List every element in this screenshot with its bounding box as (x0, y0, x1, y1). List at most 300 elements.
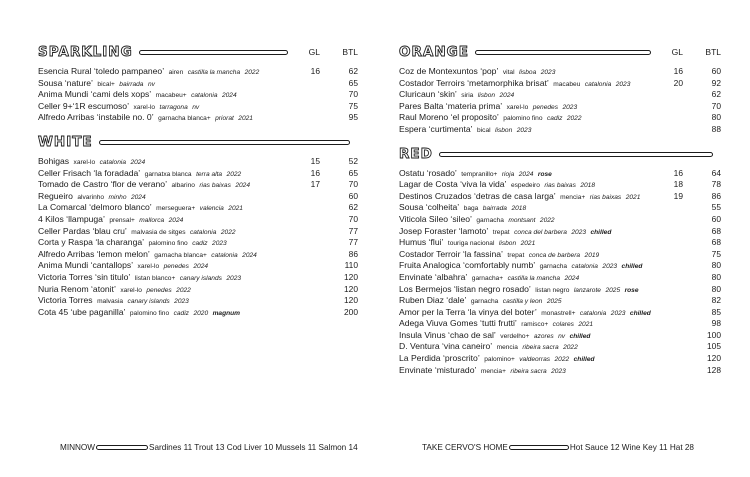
wine-grape: garnatxa blanca (144, 170, 192, 178)
wine-grape: palomino fino (503, 115, 543, 123)
wine-row (38, 258, 358, 270)
footer-minnow-label: MINNOW (60, 443, 96, 452)
wine-bottle-price: 95 (348, 112, 358, 123)
wine-bottle-price: 80 (711, 260, 721, 271)
section-header (38, 44, 358, 61)
wine-glass-price: 20 (673, 77, 683, 88)
wine-row (399, 212, 721, 224)
wine-bottle-price: 86 (348, 248, 358, 259)
wine-year: 2023 (174, 298, 189, 306)
wine-year: 2021 (625, 193, 641, 201)
wine-name: Alfredo Arribas ‘instabile no. 0’ (38, 112, 154, 123)
wine-name: Humus ‘flui’ (399, 237, 444, 248)
section-header (38, 134, 358, 151)
wine-row (399, 235, 721, 247)
wine-grape: palomino fino (148, 240, 188, 248)
wine-row (38, 87, 358, 99)
wine-name: Celler Frisach ‘la foradada’ (38, 167, 141, 178)
wine-year: 2021 (238, 115, 253, 123)
wine-grape: touriga nacional (447, 240, 495, 248)
wine-region: conca del barbera (514, 228, 567, 236)
wine-bottle-price: 120 (707, 353, 721, 364)
wine-region: valdeorras (519, 356, 551, 364)
wine-bottle-price: 62 (348, 66, 358, 76)
column-header-btl: BTL (342, 47, 358, 57)
wine-region: catalonia (99, 158, 126, 166)
wine-year: 2025 (605, 286, 621, 294)
wine-grape: malvasia (97, 298, 124, 306)
wine-row (399, 64, 721, 76)
wine-row (38, 177, 358, 189)
wine-bottle-price: 60 (348, 190, 358, 201)
wine-year: 2021 (228, 205, 243, 213)
wine-region: penedes (146, 286, 172, 294)
wine-row (38, 110, 358, 122)
wine-note: magnum (212, 309, 241, 317)
wine-row (399, 316, 721, 328)
wine-name: Regueiro (38, 190, 73, 201)
wine-grape: siria (461, 92, 474, 100)
wine-region: castilla la mancha (187, 69, 241, 76)
wine-row (38, 212, 358, 224)
wine-bottle-price: 70 (348, 179, 358, 190)
section-title: WHITE (38, 133, 93, 150)
wine-description (399, 363, 659, 378)
wine-row (38, 247, 358, 259)
wine-grape: palomino fino (129, 309, 170, 317)
wine-bottle-price: 120 (344, 271, 358, 282)
footer-take-home-text: Hot Sauce 12 Wine Key 11 Hat 28 (569, 443, 694, 452)
wine-name: Celler 9+‘1R escumoso’ (38, 100, 129, 111)
wine-year: 2023 (551, 367, 566, 375)
wine-row (399, 247, 721, 259)
column-header-gl: GL (671, 47, 683, 57)
wine-region: conca de barbera (528, 251, 581, 259)
wine-bottle-price: 60 (711, 213, 721, 224)
wine-name: Corta y Raspa ‘la charanga’ (38, 237, 145, 248)
wine-region: castilla y leon (502, 298, 543, 306)
wine-grape: garnacha blanca+ (158, 115, 211, 123)
wine-bottle-price: 128 (707, 364, 721, 375)
wine-row (38, 305, 358, 317)
wine-year: 2023 (610, 309, 626, 317)
wine-region: cadiz (546, 115, 563, 123)
section-orange (399, 44, 721, 134)
wine-bottle-price: 78 (711, 179, 721, 190)
wine-year: 2023 (540, 69, 556, 76)
wine-row (399, 305, 721, 317)
wine-year: 2024 (193, 263, 209, 271)
section-title: RED (399, 145, 433, 162)
wine-region: rias baixas (199, 182, 231, 190)
wine-grape: garnacha blanca+ (154, 251, 207, 259)
wine-bottle-price: 80 (711, 283, 721, 294)
wine-name: Raul Moreno ‘el proposito’ (399, 112, 499, 123)
wine-grape: bical+ (97, 80, 115, 88)
wine-name: Cota 45 ‘ube paganilla’ (38, 306, 126, 317)
wine-region: canary islands (179, 274, 222, 282)
wine-grape: merseguera+ (156, 205, 196, 213)
wine-name: Nuria Renom ‘atonit’ (38, 283, 116, 294)
wine-grape: xarel-lo (120, 286, 142, 294)
wine-description (399, 122, 659, 137)
wine-glass-price: 16 (310, 66, 320, 76)
wine-grape: garnacha (476, 216, 504, 224)
wine-bottle-price: 100 (707, 329, 721, 340)
wine-bottle-price: 98 (711, 318, 721, 329)
wine-grape: prensal+ (109, 216, 135, 224)
wine-year: nv (558, 332, 566, 340)
wine-year: 2022 (566, 115, 582, 123)
wine-grape: albarino (171, 182, 195, 190)
wine-region: cadiz (192, 240, 208, 248)
footer-take-home (422, 443, 694, 452)
wine-year: 2022 (244, 69, 260, 76)
wine-year: 2024 (499, 92, 515, 100)
wine-grape: trepat (507, 251, 525, 259)
wine-row (38, 99, 358, 111)
wine-year: 2024 (130, 193, 146, 201)
wine-glass-price: 16 (673, 167, 683, 178)
wine-name: La Perdida ‘proscrito’ (399, 353, 480, 364)
wine-description (38, 110, 296, 125)
wine-year: 2024 (221, 92, 237, 100)
wine-grape: listan negro (535, 286, 570, 294)
wine-region: rioja (501, 170, 515, 178)
wine-note: chilled (621, 263, 643, 271)
wine-grape: macabeu (553, 80, 581, 88)
wine-name: Costador Terroir ‘la fassina’ (399, 248, 503, 259)
wine-region: lisbon (477, 92, 496, 100)
wine-note: chilled (629, 309, 651, 317)
wine-grape: trepat (492, 228, 510, 236)
wine-name: 4 Kilos ‘llampuga’ (38, 213, 105, 224)
wine-year: 2023 (516, 126, 532, 134)
wine-grape: xarel-lo (506, 103, 529, 111)
wine-name: Insula Vinus ‘chao de sal’ (399, 329, 496, 340)
wine-year: 2022 (554, 356, 570, 364)
wine-name: Ruben Diaz ‘dale’ (399, 295, 467, 306)
wine-name: Fruita Analogica ‘comfortably numb’ (399, 260, 536, 271)
wine-grape: xarel-lo (133, 103, 156, 111)
section-rule (99, 140, 350, 145)
wine-grape: garnacha (539, 263, 568, 271)
wine-year: 2018 (580, 182, 596, 190)
wine-region: penedes (163, 263, 189, 271)
wine-row (399, 110, 721, 122)
wine-grape: garnacha (470, 298, 499, 306)
wine-name: La Comarcal ‘delmoro blanco’ (38, 202, 152, 213)
wine-bottle-price: 70 (348, 213, 358, 224)
wine-row (399, 351, 721, 363)
wine-glass-price: 18 (673, 179, 683, 190)
wine-name: Pares Balta ‘materia prima’ (399, 100, 503, 111)
wine-row (38, 270, 358, 282)
wine-bottle-price: 65 (348, 77, 358, 88)
section-sparkling (38, 44, 358, 122)
section-title: ORANGE (399, 44, 469, 60)
wine-region: rias baixas (589, 193, 622, 201)
wine-year: 2022 (563, 344, 578, 352)
wine-row (399, 224, 721, 236)
section-title: SPARKLING (38, 44, 133, 60)
wine-row (399, 122, 721, 134)
wine-grape: xarel-lo (137, 263, 160, 271)
wine-year: 2019 (584, 251, 600, 259)
wine-row (399, 99, 721, 111)
wine-year: 2024 (518, 170, 534, 178)
wine-row (399, 293, 721, 305)
wine-region: castilla la mancha (507, 274, 561, 282)
wine-year: 2024 (130, 158, 146, 166)
wine-year: 2023 (571, 228, 587, 236)
wine-year: 2021 (520, 240, 536, 248)
wine-region: tarragona (159, 103, 188, 111)
wine-region: azores (533, 332, 554, 340)
wine-grape: monastrell+ (541, 309, 576, 317)
wine-row (399, 189, 721, 201)
wine-row (399, 270, 721, 282)
wine-row (38, 282, 358, 294)
footer-divider (96, 445, 148, 450)
wine-grape: mencia+ (480, 367, 506, 375)
wine-bottle-price: 80 (711, 271, 721, 282)
wine-grape: mencia+ (560, 193, 586, 201)
wine-name: Bohigas (38, 155, 70, 166)
wine-bottle-price: 62 (711, 89, 721, 100)
wine-bottle-price: 68 (711, 225, 721, 236)
wine-name: Anima Mundi ‘cantallops’ (38, 260, 134, 271)
wine-bottle-price: 120 (344, 283, 358, 294)
wine-bottle-price: 82 (711, 295, 721, 306)
wine-name: Amor per la Terra ‘la vinya del boter’ (399, 306, 537, 317)
wine-year: 2022 (226, 170, 242, 178)
wine-year: 2023 (226, 274, 242, 282)
wine-grape: macabeu+ (155, 92, 187, 100)
wine-row (38, 293, 358, 305)
wine-name: Cluricaun ‘skin’ (399, 89, 457, 100)
wine-region: canary islands (127, 298, 170, 306)
wine-grape: xarel-lo (73, 158, 96, 166)
wine-year: 2018 (511, 205, 527, 213)
wine-bottle-price: 86 (711, 190, 721, 201)
footer-divider (509, 445, 569, 450)
wine-name: Costador Terroirs ‘metamorphika brisat’ (399, 77, 549, 88)
section-header (399, 44, 721, 61)
wine-row (38, 224, 358, 236)
wine-note: chilled (590, 228, 612, 236)
wine-year: 2023 (615, 80, 631, 88)
wine-year: 2023 (212, 240, 227, 248)
wine-bottle-price: 85 (711, 306, 721, 317)
wine-year: 2024 (242, 251, 257, 259)
wine-grape: alvarinho (77, 193, 105, 201)
wine-grape: tempranillo+ (461, 170, 498, 178)
wine-grape: mencia (496, 344, 518, 352)
wine-year: 2023 (602, 263, 618, 271)
wine-bottle-price: 120 (344, 295, 358, 306)
wine-region: valencia (199, 205, 224, 213)
wine-bottle-price: 68 (711, 237, 721, 248)
wine-name: Viticola Sileo ‘sileo’ (399, 213, 472, 224)
wine-grape: baga (463, 205, 479, 213)
wine-year: nv (192, 103, 200, 111)
wine-name: Tomado de Castro ‘flor de verano’ (38, 179, 167, 190)
wine-year: 2023 (562, 103, 578, 111)
left-column (38, 44, 358, 328)
wine-grape: bical (477, 126, 491, 134)
wine-glass-price: 15 (310, 155, 320, 166)
section-white (38, 134, 358, 316)
wine-name: Alfredo Arribas ‘lemon melon’ (38, 248, 150, 259)
footer-minnow (60, 443, 358, 452)
wine-region: penedes (532, 103, 559, 111)
wine-grape: espedeiro (510, 182, 540, 190)
wine-name: Sousa ‘colheita’ (399, 202, 460, 213)
wine-year: 2024 (235, 182, 251, 190)
wine-year: 2024 (168, 216, 184, 224)
wine-region: lisbon (495, 126, 513, 134)
wine-name: Celler Pardas ‘blau cru’ (38, 225, 127, 236)
footer-minnow-text: Sardines 11 Trout 13 Cod Liver 10 Mussels 11 Salmon 14 (149, 443, 358, 452)
wine-year: 2022 (539, 216, 555, 224)
wine-grape: ramisco+ (521, 321, 549, 329)
wine-note: chilled (573, 356, 595, 364)
wine-bottle-price: 77 (348, 237, 358, 248)
wine-note: rose (537, 170, 552, 178)
wine-name: Esencia Rural ‘toledo pampaneo’ (38, 66, 165, 76)
wine-row (399, 258, 721, 270)
wine-year: 2021 (578, 321, 594, 329)
wine-grape: listan blanco+ (134, 274, 176, 282)
wine-row (38, 154, 358, 166)
wine-glass-price: 19 (673, 190, 683, 201)
wine-region: mallorca (139, 216, 165, 224)
wine-row (399, 328, 721, 340)
section-red (399, 146, 721, 375)
section-rule (139, 50, 288, 55)
wine-region: catalonia (579, 309, 607, 317)
wine-note: chilled (569, 332, 591, 340)
wine-region: minho (108, 193, 127, 201)
wine-region: ribeira sacra (510, 367, 547, 375)
section-rule (439, 152, 713, 157)
wine-grape: palomino+ (484, 356, 515, 364)
wine-year: nv (147, 80, 155, 88)
wine-region: lanzarote (573, 286, 601, 294)
wine-region: bairrada (119, 80, 144, 88)
wine-row (399, 282, 721, 294)
wine-year: 2022 (220, 228, 236, 236)
wine-note: rose (624, 286, 639, 294)
wine-name: Adega Viuva Gomes ‘tutti frutti’ (399, 318, 517, 329)
column-header-gl: GL (308, 47, 320, 57)
wine-bottle-price: 52 (348, 155, 358, 166)
wine-row (399, 177, 721, 189)
wine-glass-price: 16 (310, 167, 320, 178)
wine-name: Anima Mundi ‘cami dels xops’ (38, 89, 152, 100)
wine-name: Victoria Torres (38, 295, 93, 306)
wine-region: ribeira sacra (522, 344, 559, 352)
wine-name: Coz de Montexuntos ‘pop’ (399, 66, 499, 76)
wine-region: montsant (508, 216, 536, 224)
wine-name: Lagar de Costa ‘viva la vida’ (399, 179, 507, 190)
wine-bottle-price: 88 (711, 123, 721, 134)
wine-bottle-price: 77 (348, 225, 358, 236)
wine-row (38, 235, 358, 247)
wine-name: Ostatu ‘rosado’ (399, 167, 457, 178)
wine-bottle-price: 62 (348, 202, 358, 213)
wine-bottle-price: 80 (711, 112, 721, 123)
wine-name: Victoria Torres ‘sin titulo’ (38, 271, 131, 282)
wine-region: rias baixas (544, 182, 576, 190)
wine-row (399, 363, 721, 375)
wine-bottle-price: 65 (348, 167, 358, 178)
wine-row (38, 166, 358, 178)
right-column (399, 44, 721, 386)
wine-grape: garnacha+ (471, 274, 504, 282)
wine-grape: malvasia de sitges (131, 228, 186, 236)
wine-grape: verdelho+ (500, 332, 530, 340)
wine-year: 2020 (193, 309, 209, 317)
wine-bottle-price: 70 (711, 100, 721, 111)
wine-glass-price: 17 (310, 179, 320, 190)
wine-bottle-price: 110 (344, 260, 358, 271)
wine-region: colares (552, 321, 574, 329)
wine-description (38, 305, 296, 320)
wine-region: catalonia (571, 263, 598, 271)
wine-year: 2025 (546, 298, 562, 306)
wine-name: Sousa ‘nature’ (38, 77, 93, 88)
wine-name: Josep Foraster ‘lamoto’ (399, 225, 489, 236)
wine-bottle-price: 105 (707, 341, 721, 352)
wine-region: priorat (215, 115, 234, 123)
wine-row (38, 64, 358, 76)
wine-name: Los Bermejos ‘listan negro rosado’ (399, 283, 531, 294)
wine-region: cadiz (173, 309, 189, 317)
wine-region: bairrada (482, 205, 507, 213)
wine-year: 2024 (564, 274, 580, 282)
wine-region: lisboa (519, 69, 537, 76)
wine-grape: airen (168, 69, 184, 76)
wine-row (399, 339, 721, 351)
column-header-btl: BTL (705, 47, 721, 57)
footer-take-home-label: TAKE CERVO'S HOME (422, 443, 508, 452)
wine-name: Espera ‘curtimenta’ (399, 123, 473, 134)
wine-bottle-price: 55 (711, 202, 721, 213)
wine-name: Destinos Cruzados ‘detras de casa larga’ (399, 190, 556, 201)
wine-region: catalonia (190, 228, 217, 236)
wine-row (38, 200, 358, 212)
wine-grape: vital (502, 69, 515, 76)
wine-region: catalonia (211, 251, 238, 259)
wine-bottle-price: 70 (348, 89, 358, 100)
wine-region: catalonia (191, 92, 218, 100)
wine-bottle-price: 75 (348, 100, 358, 111)
wine-row (399, 166, 721, 178)
section-header (399, 146, 721, 163)
wine-name: D. Ventura ‘vina caneiro’ (399, 341, 493, 352)
wine-name: Envinate ‘misturado’ (399, 364, 477, 375)
wine-bottle-price: 64 (711, 167, 721, 178)
wine-bottle-price: 200 (344, 306, 358, 317)
wine-year: 2022 (176, 286, 191, 294)
wine-bottle-price: 92 (711, 77, 721, 88)
wine-bottle-price: 60 (711, 66, 721, 76)
wine-glass-price: 16 (673, 66, 683, 76)
wine-name: Envinate ‘albahra’ (399, 271, 468, 282)
wine-bottle-price: 75 (711, 248, 721, 259)
